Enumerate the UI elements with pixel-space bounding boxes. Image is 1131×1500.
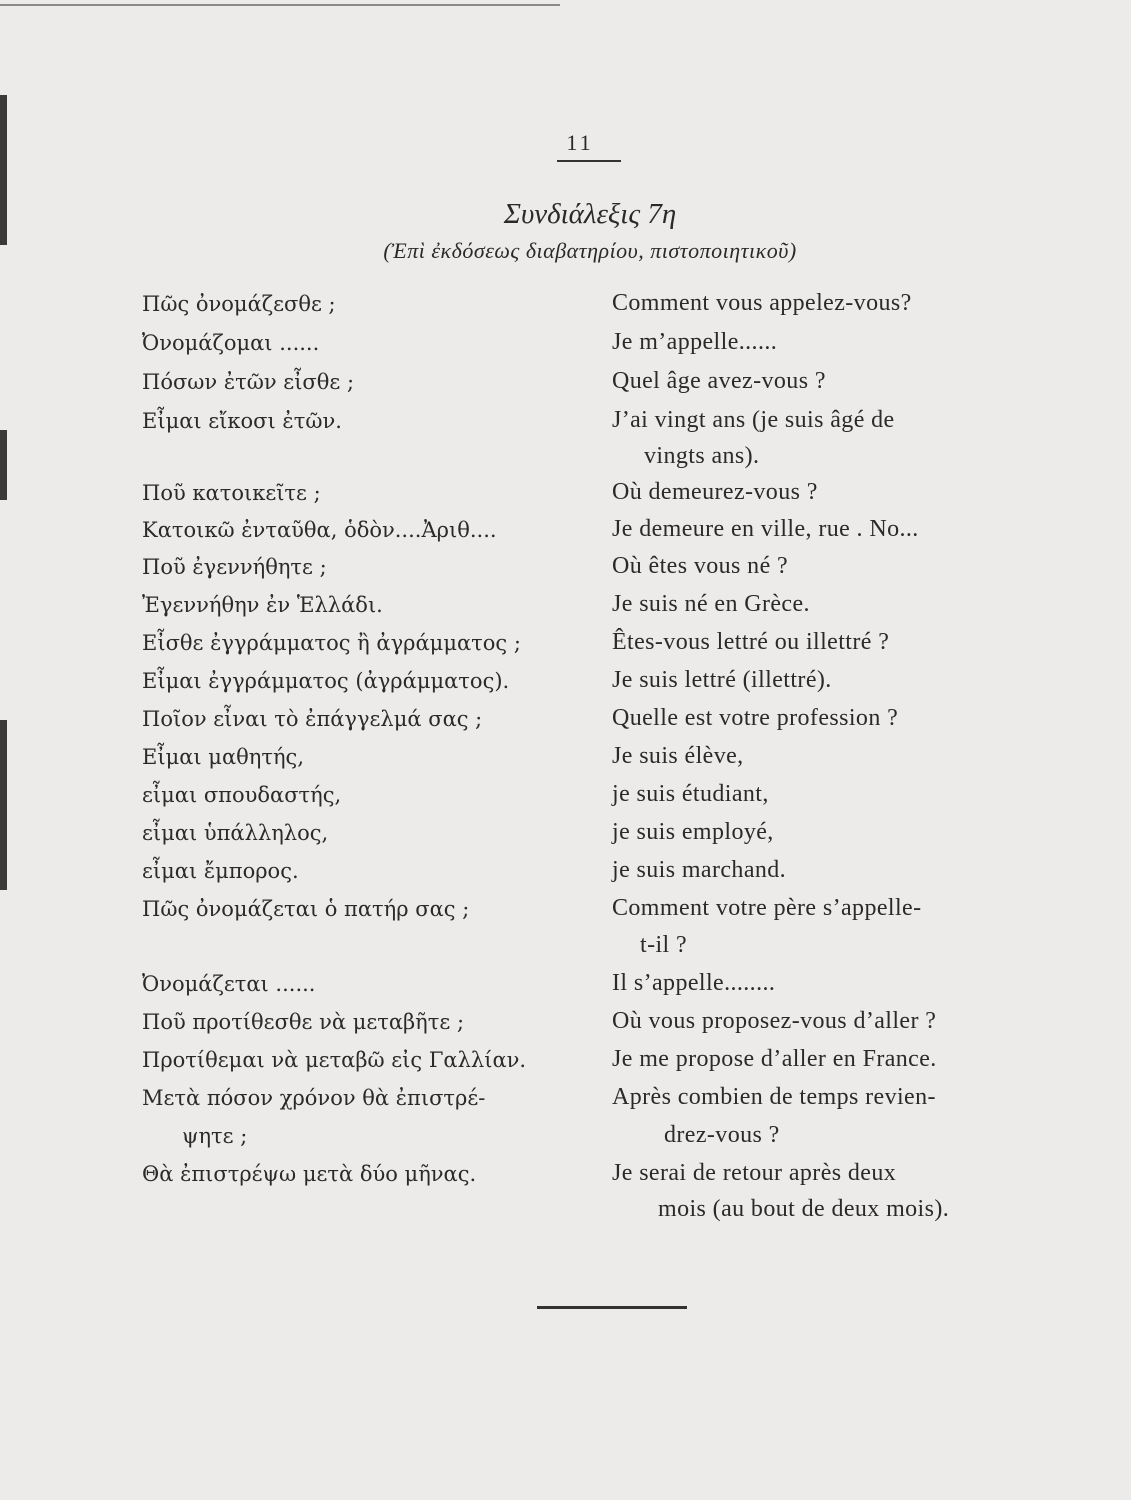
greek-line: Πῶς ὀνομάζεται ὁ πατήρ σας ;: [142, 897, 470, 921]
greek-line: Ποῦ ἐγεννήθητε ;: [142, 555, 327, 579]
bottom-rule: [537, 1306, 687, 1309]
french-line: Après combien de temps revien-: [612, 1084, 936, 1110]
french-line: Où vous proposez-vous d’aller ?: [612, 1008, 937, 1034]
french-line: je suis marchand.: [612, 857, 787, 883]
french-line: Je suis lettré (illettré).: [612, 667, 832, 693]
french-line: Il s’appelle........: [612, 970, 776, 996]
french-line: vingts ans).: [644, 443, 760, 469]
page-number: 11: [566, 130, 594, 155]
greek-line: Ποῦ προτίθεσθε νὰ μεταβῆτε ;: [142, 1010, 465, 1034]
greek-line: Ὀνομάζεται ......: [142, 972, 316, 996]
french-line: Quel âge avez-vous ?: [612, 368, 826, 394]
top-edge-rule: [0, 4, 560, 6]
greek-line: Εἶμαι ἐγγράμματος (ἀγράμματος).: [142, 669, 510, 693]
french-line: Où demeurez-vous ?: [612, 479, 818, 505]
conversation-subtitle: (Ἐπὶ ἐκδόσεως διαβατηρίου, πιστοποιητικοῦ): [383, 238, 797, 263]
french-line: Comment vous appelez-vous?: [612, 290, 912, 316]
french-line: Je suis né en Grèce.: [612, 591, 810, 617]
conversation-title: Συνδιάλεξις 7η: [503, 198, 677, 230]
greek-line: Εἶμαι εἴκοσι ἐτῶν.: [142, 409, 342, 433]
greek-line: Προτίθεμαι νὰ μεταβῶ εἰς Γαλλίαν.: [142, 1048, 527, 1072]
binding-edge-mark: [0, 95, 7, 245]
french-line: Quelle est votre profession ?: [612, 705, 899, 731]
greek-line: Ὀνομάζομαι ......: [142, 331, 320, 355]
binding-edge-mark: [0, 720, 7, 890]
french-line: Je m’appelle......: [612, 329, 778, 355]
french-line: Êtes-vous lettré ou illettré ?: [612, 629, 890, 655]
french-line: je suis étudiant,: [612, 781, 769, 807]
greek-line: Εἶμαι μαθητής,: [142, 745, 304, 769]
french-line: je suis employé,: [612, 819, 774, 845]
french-line: J’ai vingt ans (je suis âgé de: [612, 407, 895, 433]
greek-line: Θὰ ἐπιστρέψω μετὰ δύο μῆνας.: [142, 1162, 477, 1186]
binding-edge-mark: [0, 430, 7, 500]
page-number-rule: [557, 160, 621, 162]
greek-line: Ἐγεννήθην ἐν Ἑλλάδι.: [142, 593, 383, 617]
french-line: Je demeure en ville, rue . No...: [612, 516, 919, 542]
french-line: Je suis élève,: [612, 743, 744, 769]
french-line: Je me propose d’aller en France.: [612, 1046, 937, 1072]
french-line: Comment votre père s’appelle-: [612, 895, 922, 921]
greek-line: Πόσων ἐτῶν εἶσθε ;: [142, 370, 355, 394]
greek-line: Εἶσθε ἐγγράμματος ἢ ἀγράμματος ;: [142, 631, 521, 655]
french-line: t-il ?: [640, 932, 688, 958]
french-line: drez-vous ?: [664, 1122, 780, 1148]
french-line: mois (au bout de deux mois).: [658, 1196, 950, 1222]
french-line: Je serai de retour après deux: [612, 1160, 897, 1186]
greek-line: εἶμαι ὑπάλληλος,: [142, 821, 329, 845]
greek-line: Πῶς ὀνομάζεσθε ;: [142, 292, 336, 316]
greek-line: ψητε ;: [182, 1124, 248, 1148]
greek-line: Ποῖον εἶναι τὸ ἐπάγγελμά σας ;: [142, 707, 483, 731]
greek-line: Κατοικῶ ἐνταῦθα, ὁδὸν....Ἀριθ....: [142, 518, 497, 542]
greek-line: εἶμαι σπουδαστής,: [142, 783, 342, 807]
greek-line: εἶμαι ἔμπορος.: [142, 859, 299, 883]
greek-line: Ποῦ κατοικεῖτε ;: [142, 481, 321, 505]
greek-line: Μετὰ πόσον χρόνον θὰ ἐπιστρέ-: [142, 1086, 486, 1110]
french-line: Où êtes vous né ?: [612, 553, 789, 579]
